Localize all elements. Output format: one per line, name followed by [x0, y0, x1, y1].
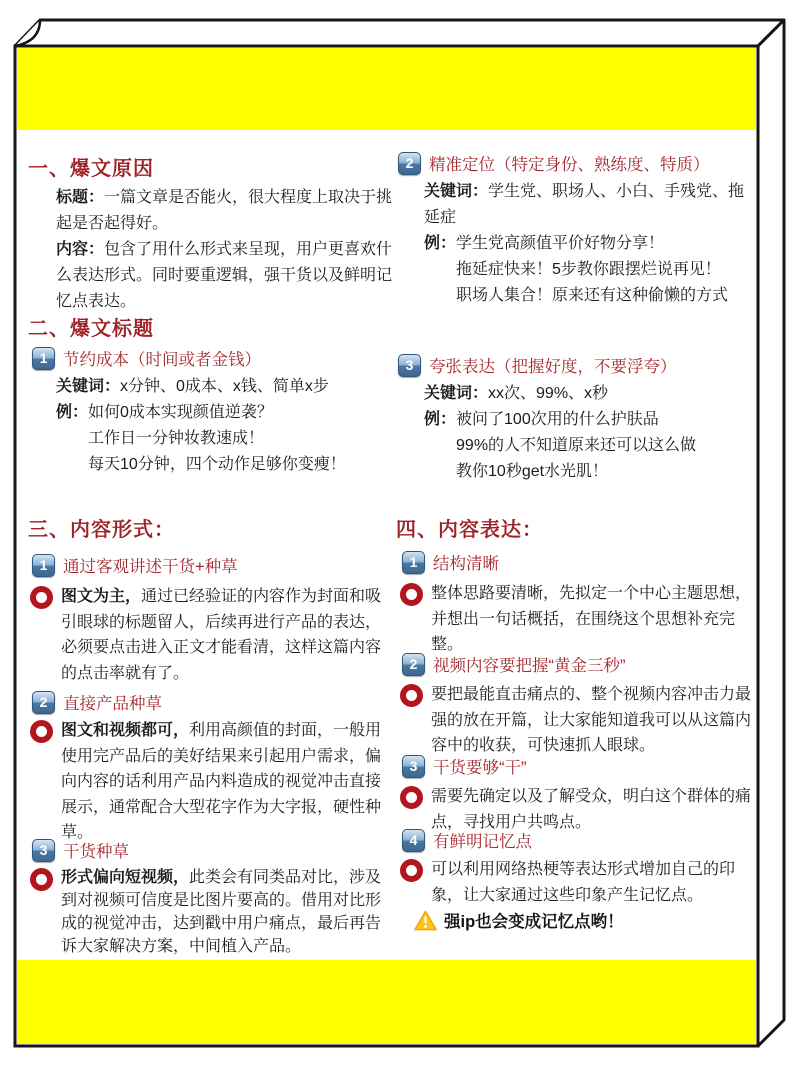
- warning-note: [414, 908, 624, 932]
- bullet-paragraph: [30, 718, 386, 846]
- point-ganhuo-zhongcao-3: [32, 838, 129, 862]
- point-xianming-jiyidian: [402, 828, 532, 852]
- section-3-heading: 三、内容形式：: [28, 519, 175, 541]
- paragraph-lead: 图文和视频都可，: [61, 722, 190, 739]
- keywords-label: 关键词：: [424, 183, 489, 200]
- point-zhijie-chanpin-zhongcao: [32, 690, 162, 714]
- examples-block: [56, 400, 346, 478]
- title-definition: [56, 185, 394, 237]
- badge-3-icon: 3: [32, 839, 55, 862]
- section-1-body: [56, 185, 394, 315]
- bullet-paragraph: [30, 866, 386, 958]
- paragraph-text: [431, 682, 751, 759]
- paragraph-text: [61, 718, 383, 846]
- circle-bullet-icon: [30, 586, 53, 609]
- warning-icon: [414, 910, 437, 931]
- point-title: 视频内容要把握“黄金三秒”: [433, 657, 626, 675]
- examples-block: [424, 407, 696, 485]
- bullet-paragraph: [400, 857, 754, 908]
- paragraph-lead: 形式偏向短视频，: [61, 869, 190, 886]
- examples-block: [424, 231, 728, 309]
- keywords-label: 关键词：: [56, 378, 121, 395]
- point-jingzhun-dingwei: [398, 151, 710, 175]
- badge-2-icon: 2: [398, 152, 421, 175]
- badge-4-icon: 4: [402, 829, 425, 852]
- keywords-text: x分钟、0成本、x钱、简单x步: [120, 378, 329, 395]
- badge-3-icon: 3: [402, 755, 425, 778]
- paragraph-text: [431, 581, 751, 658]
- paragraph-text: [61, 584, 383, 686]
- badge-3-icon: 3: [398, 354, 421, 377]
- point-title: 干货要够“干”: [433, 759, 527, 777]
- paragraph-body: 需要先确定以及了解受众，明白这个群体的痛点，寻找用户共鸣点。: [431, 788, 752, 831]
- warning-text: 强ip也会变成记忆点哟！: [444, 913, 624, 931]
- bullet-paragraph: [30, 584, 386, 686]
- bullet-paragraph: [400, 682, 754, 759]
- circle-bullet-icon: [400, 684, 423, 707]
- paragraph-body: 通过已经验证的内容作为封面和吸引眼球的标题留人，后续再进行产品的表达，必须要点击进入正文才能看清，这样这篇内容的点击率就有了。: [61, 588, 382, 682]
- example-line: 教你10秒get水光肌！: [456, 463, 609, 480]
- point-title: 干货种草: [63, 843, 129, 861]
- circle-bullet-icon: [30, 720, 53, 743]
- title-text: 一篇文章是否能火，很大程度上取决于挑起是否起得好。: [56, 189, 393, 232]
- badge-2-icon: 2: [402, 653, 425, 676]
- example-line: 99%的人不知道原来还可以这么做: [456, 437, 697, 454]
- example-label: 例：: [424, 411, 457, 428]
- circle-bullet-icon: [30, 868, 53, 891]
- title-label: 标题：: [56, 189, 105, 206]
- point-title: 通过客观讲述干货+种草: [63, 558, 238, 576]
- example-label: 例：: [56, 404, 89, 421]
- bullet-paragraph: [400, 581, 754, 658]
- example-line: 职场人集合！原来还有这种偷懒的方式: [456, 287, 729, 304]
- content-text: 包含了用什么形式来呈现，用户更喜欢什么表达形式。同时要重逻辑，强干货以及鲜明记忆点表达。: [56, 241, 393, 310]
- point-ganhuo-zhongcao-1: [32, 553, 238, 577]
- point-ganhuo-yaogou-gan: [402, 754, 527, 778]
- point-kuazhang-biaoda: [398, 353, 677, 377]
- section-2-heading: 二、爆文标题: [28, 318, 154, 340]
- badge-2-icon: 2: [32, 691, 55, 714]
- point-title: 直接产品种草: [63, 695, 162, 713]
- example-line: 学生党高颜值平价好物分享！: [456, 235, 665, 252]
- point-huangjin-sanmiao: [402, 652, 626, 676]
- content-definition: [56, 237, 394, 315]
- paragraph-body: 利用高颜值的封面，一般用使用完产品后的美好结果来引起用户需求，偏向内容的话利用产品内料造成的视觉冲击直接展示，通常配合大型花字作为大字报，硬性种草。: [61, 722, 382, 841]
- point-title: 精准定位（特定身份、熟练度、特质）: [429, 156, 710, 174]
- example-label: 例：: [424, 235, 457, 252]
- circle-bullet-icon: [400, 859, 423, 882]
- keywords-line: [424, 179, 756, 231]
- example-lines: [456, 231, 728, 309]
- paragraph-body: 此类会有同类品对比，涉及到对视频可信度是比图片要高的。借用对比形成的视觉冲击，达到戳中用户痛点，最后再告诉大家解决方案，中间植入产品。: [61, 869, 382, 955]
- paragraph-text: [61, 866, 383, 958]
- example-lines: [456, 407, 696, 485]
- section-1-heading: 一、爆文原因: [28, 158, 154, 180]
- example-line: 如何0成本实现颜值逆袭？: [88, 404, 273, 421]
- example-line: 工作日一分钟妆教速成！: [88, 430, 265, 447]
- example-line: 每天10分钟，四个动作足够你变瘦！: [88, 456, 346, 473]
- point-jieyue-chengben: [32, 346, 261, 370]
- paragraph-body: 整体思路要清晰，先拟定一个中心主题思想，并想出一句话概括，在围绕这个思想补充完整。: [431, 585, 752, 653]
- badge-1-icon: 1: [32, 554, 55, 577]
- example-line: 拖延症快来！5步教你跟摆烂说再见！: [456, 261, 721, 278]
- point-title: 有鲜明记忆点: [433, 833, 532, 851]
- badge-1-icon: 1: [402, 551, 425, 574]
- content-label: 内容：: [56, 241, 105, 258]
- point-title: 结构清晰: [433, 555, 499, 573]
- example-lines: [88, 400, 346, 478]
- point-jiegou-qingxi: [402, 550, 499, 574]
- badge-1-icon: 1: [32, 347, 55, 370]
- point-title: 节约成本（时间或者金钱）: [63, 351, 261, 369]
- paragraph-body: 可以利用网络热梗等表达形式增加自己的印象，让大家通过这些印象产生记忆点。: [431, 861, 736, 904]
- section-4-heading: 四、内容表达：: [396, 519, 543, 541]
- paragraph-lead: 图文为主，: [61, 588, 142, 605]
- paragraph-body: 要把最能直击痛点的、整个视频内容冲击力最强的放在开篇，让大家能知道我可以从这篇内容中的收获，可快速抓人眼球。: [431, 686, 752, 754]
- paragraph-text: [431, 857, 751, 908]
- keywords-text: 学生党、职场人、小白、手残党、拖延症: [424, 183, 745, 226]
- circle-bullet-icon: [400, 583, 423, 606]
- keywords-line: [424, 381, 608, 407]
- keywords-label: 关键词：: [424, 385, 489, 402]
- circle-bullet-icon: [400, 786, 423, 809]
- point-title: 夸张表达（把握好度，不要浮夸）: [429, 358, 677, 376]
- example-line: 被问了100次用的什么护肤品: [456, 411, 659, 428]
- keywords-line: [56, 374, 329, 400]
- keywords-text: xx次、99%、x秒: [488, 385, 609, 402]
